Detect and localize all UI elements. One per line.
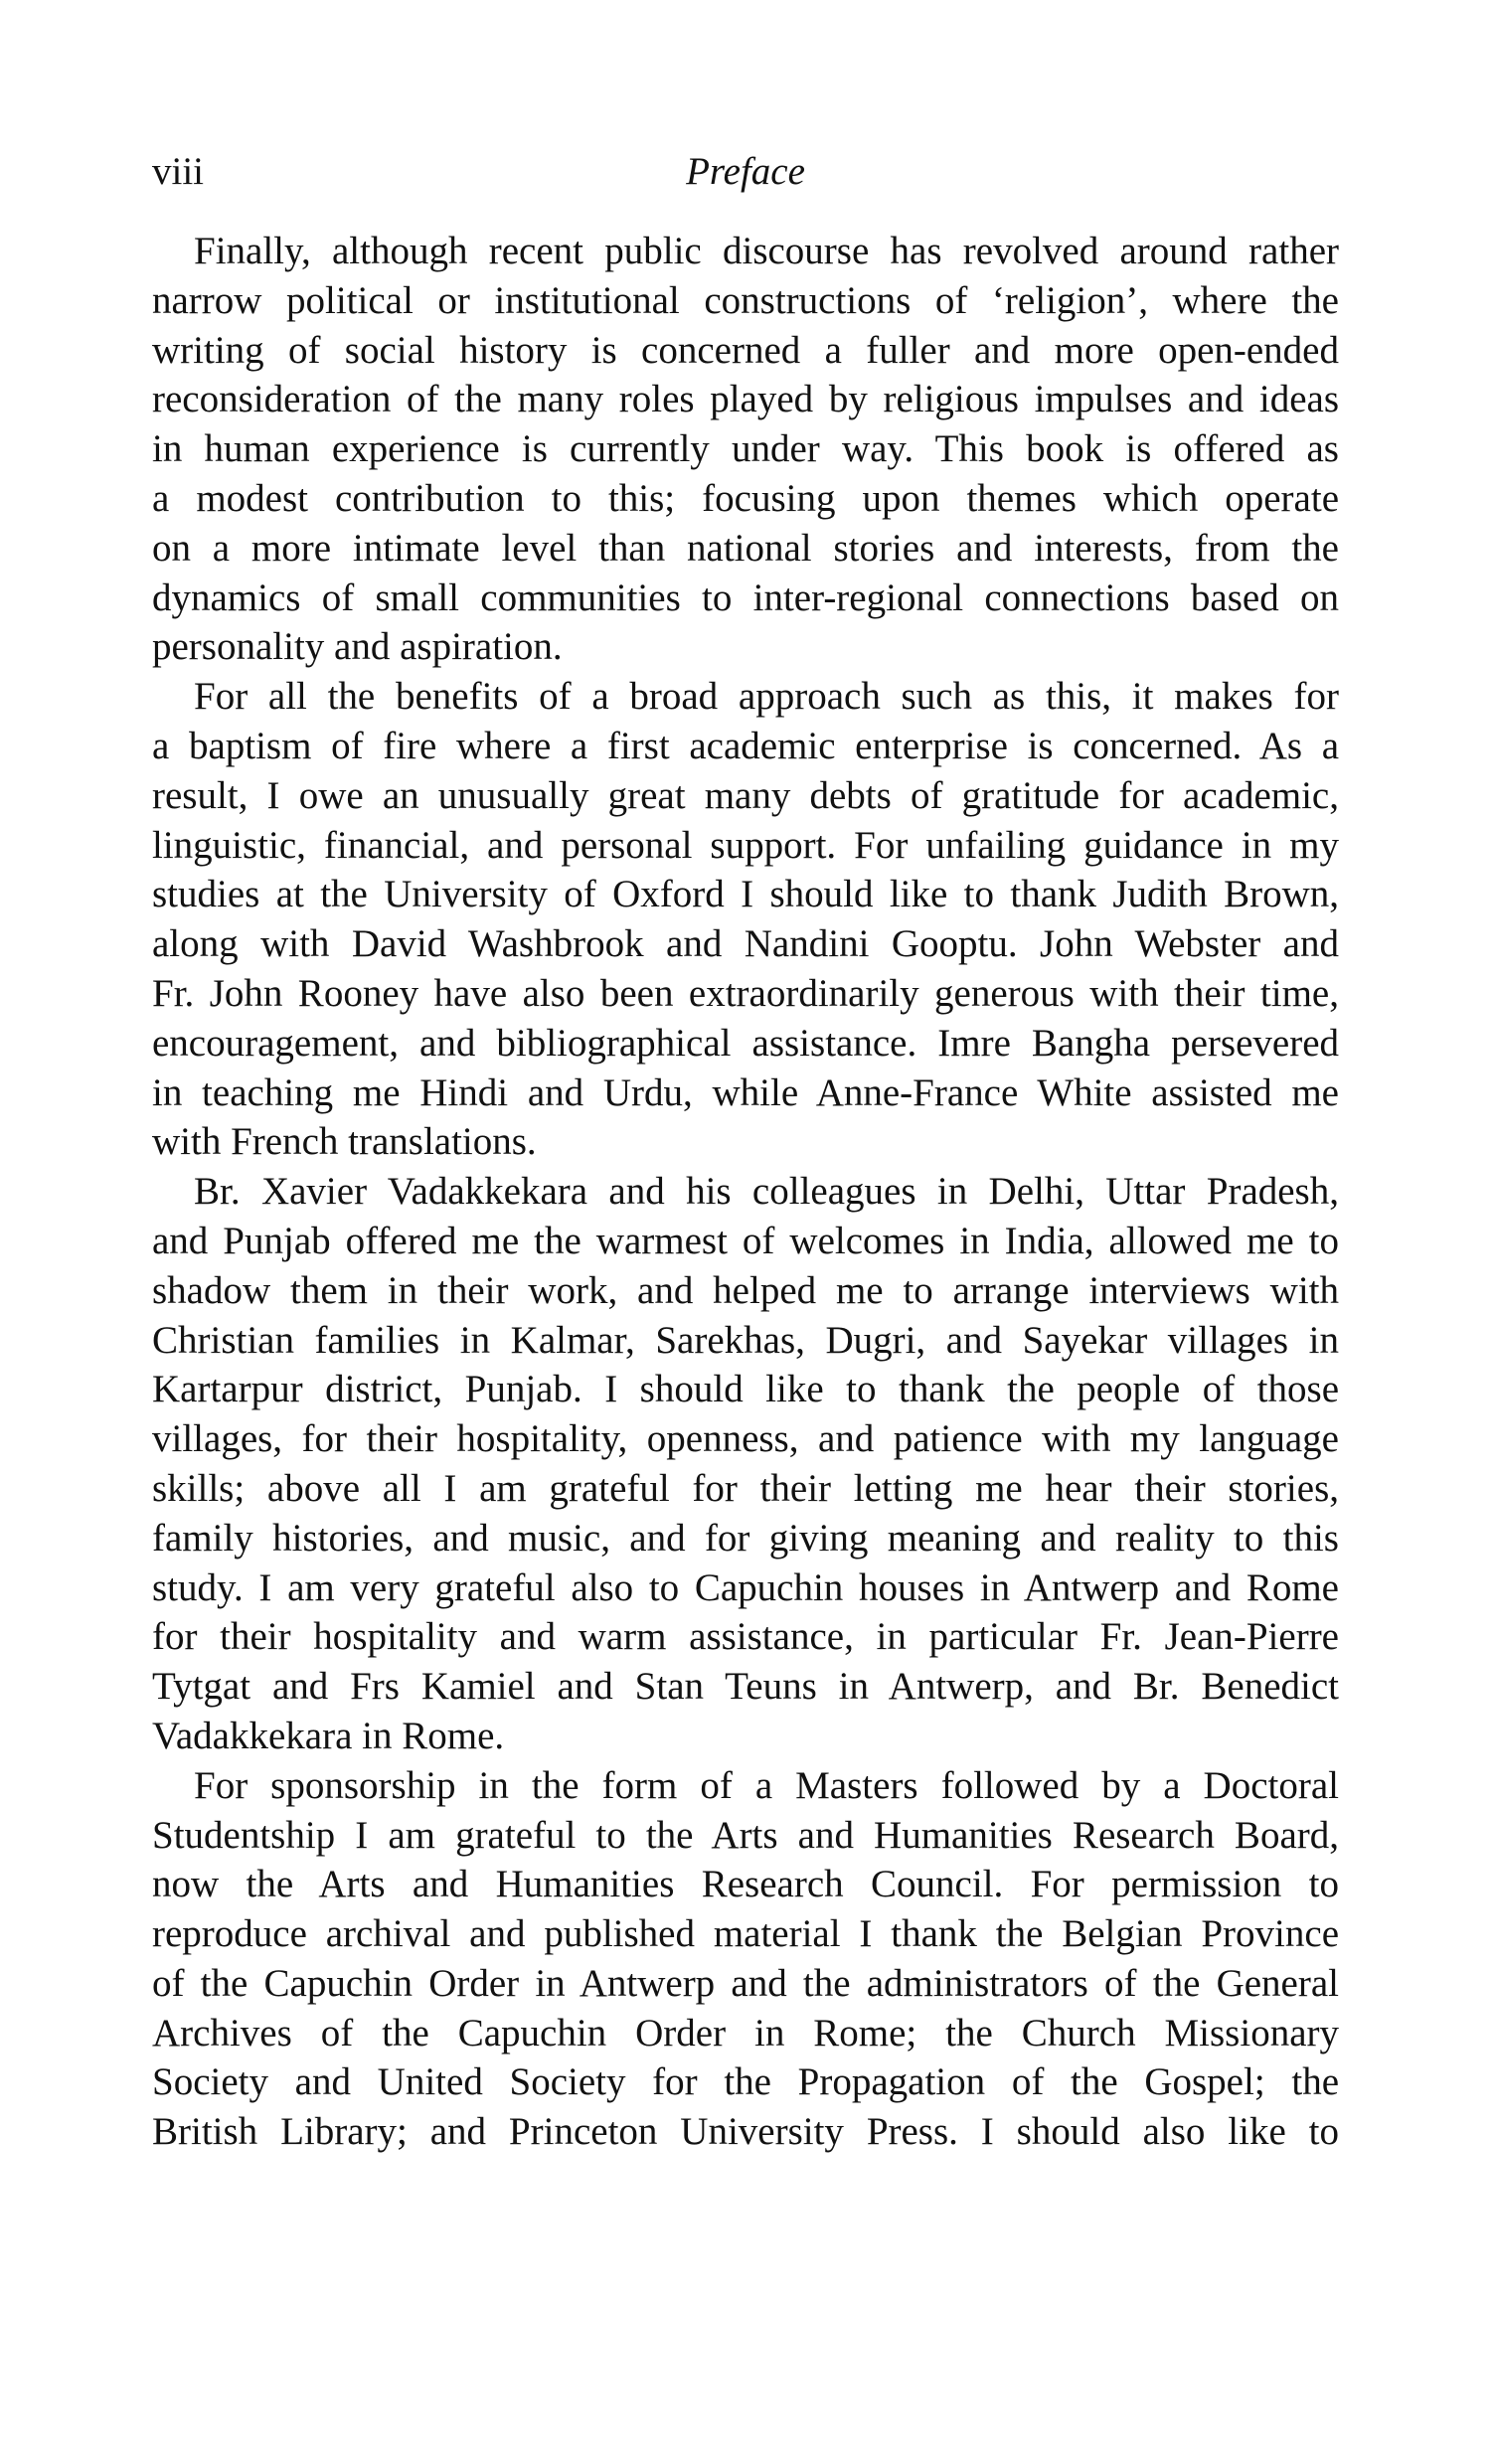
paragraph-acknowledgements-academic xyxy=(152,672,1339,1167)
text-line: encouragement, and bibliographical assistance. Imre Bangha persevered xyxy=(152,1021,1339,1065)
paragraph-acknowledgements-india xyxy=(152,1167,1339,1761)
text-line: and Punjab offered me the warmest of welcomes in India, allowed me to xyxy=(152,1219,1339,1262)
text-line: on a more intimate level than national stories and interests, from the xyxy=(152,526,1339,570)
text-line: study. I am very grateful also to Capuchin houses in Antwerp and Rome xyxy=(152,1565,1339,1609)
page-number: viii xyxy=(152,150,205,193)
text-line: For sponsorship in the form of a Masters followed by a Doctoral xyxy=(194,1763,1339,1807)
text-line: in teaching me Hindi and Urdu, while Anne-France White assisted me xyxy=(152,1070,1339,1114)
text-line: studies at the University of Oxford I should like to thank Judith Brown, xyxy=(152,873,1339,916)
text-line: along with David Washbrook and Nandini Gooptu. John Webster and xyxy=(152,922,1339,966)
text-line: Archives of the Capuchin Order in Rome; the Church Missionary xyxy=(152,2011,1339,2054)
text-line: now the Arts and Humanities Research Council. For permission to xyxy=(152,1863,1339,1906)
text-line: villages, for their hospitality, openness, and patience with my language xyxy=(152,1417,1339,1461)
text-line: skills; above all I am grateful for their letting me hear their stories, xyxy=(152,1466,1339,1510)
text-line: a baptism of fire where a first academic enterprise is concerned. As a xyxy=(152,724,1339,767)
text-line: Society and United Society for the Propagation of the Gospel; the xyxy=(152,2060,1339,2104)
paragraph-intro xyxy=(152,227,1339,672)
text-line: for their hospitality and warm assistance, in particular Fr. Jean-Pierre xyxy=(152,1615,1339,1659)
text-line: Fr. John Rooney have also been extraordinarily generous with their time, xyxy=(152,971,1339,1015)
text-line: narrow political or institutional constructions of ‘religion’, where the xyxy=(152,278,1339,322)
text-line: result, I owe an unusually great many debts of gratitude for academic, xyxy=(152,773,1339,817)
text-line: Christian families in Kalmar, Sarekhas, Dugri, and Sayekar villages in xyxy=(152,1318,1339,1362)
text-line: writing of social history is concerned a fuller and more open-ended xyxy=(152,328,1339,372)
body-text xyxy=(152,227,1339,2157)
text-line: dynamics of small communities to inter-regional connections based on xyxy=(152,575,1339,619)
text-line: reproduce archival and published material I thank the Belgian Province xyxy=(152,1912,1339,1956)
text-line: Vadakkekara in Rome. xyxy=(152,1714,505,1757)
text-line: reconsideration of the many roles played by religious impulses and ideas xyxy=(152,378,1339,421)
text-line: British Library; and Princeton University Press. I should also like to xyxy=(152,2110,1339,2154)
text-line: Kartarpur district, Punjab. I should like to thank the people of those xyxy=(152,1368,1339,1411)
paragraph-acknowledgements-funding xyxy=(152,1761,1339,2157)
text-line: Tytgat and Frs Kamiel and Stan Teuns in Antwerp, and Br. Benedict xyxy=(152,1665,1339,1709)
text-line: Studentship I am grateful to the Arts and Humanities Research Board, xyxy=(152,1813,1339,1857)
text-line: linguistic, financial, and personal support. For unfailing guidance in my xyxy=(152,823,1339,867)
running-title: Preface xyxy=(686,150,805,193)
text-line: shadow them in their work, and helped me to arrange interviews with xyxy=(152,1268,1339,1312)
text-line: in human experience is currently under way. This book is offered as xyxy=(152,427,1339,471)
text-line: family histories, and music, and for giving meaning and reality to this xyxy=(152,1516,1339,1560)
text-line: of the Capuchin Order in Antwerp and the administrators of the General xyxy=(152,1961,1339,2005)
text-line: Finally, although recent public discourse has revolved around rather xyxy=(194,230,1339,272)
running-head xyxy=(152,144,1339,200)
text-line: with French translations. xyxy=(152,1120,537,1164)
text-line: personality and aspiration. xyxy=(152,625,563,669)
text-line: For all the benefits of a broad approach such as this, it makes for xyxy=(194,675,1339,719)
text-line: a modest contribution to this; focusing upon themes which operate xyxy=(152,476,1339,520)
text-line: Br. Xavier Vadakkekara and his colleagues in Delhi, Uttar Pradesh, xyxy=(194,1170,1339,1214)
